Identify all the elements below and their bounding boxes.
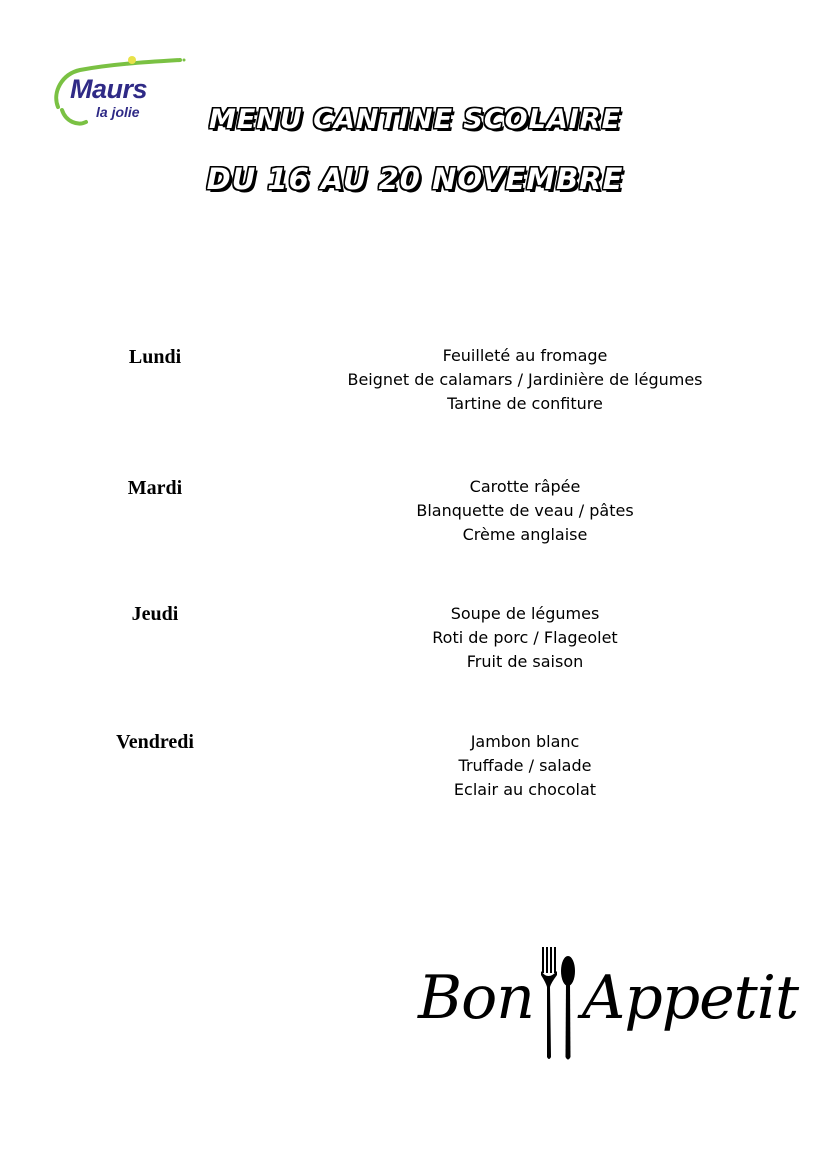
day-label-thursday: Jeudi (131, 603, 179, 625)
day-label-friday: Vendredi (116, 731, 194, 753)
logo-main-text: Maurs (70, 74, 148, 104)
dish-list-monday (300, 344, 750, 416)
dish-item: Carotte râpée (469, 477, 581, 496)
page-title: MENU CANTINE SCOLAIRE (208, 104, 622, 135)
bon-appetit-graphic (410, 945, 799, 1065)
page-subtitle-dates: DU 16 AU 20 NOVEMBRE (206, 162, 624, 196)
appetit-word: Appetit (582, 963, 799, 1033)
bon-word: Bon (418, 963, 534, 1033)
dish-item: Fruit de saison (466, 652, 584, 671)
logo-sub-text: la jolie (96, 104, 140, 120)
day-label-tuesday: Mardi (127, 477, 183, 499)
dish-list-thursday (300, 602, 750, 674)
dish-item: Feuilleté au fromage (442, 346, 608, 365)
dish-item: Blanquette de veau / pâtes (416, 501, 634, 520)
dish-item: Truffade / salade (458, 756, 592, 775)
dish-item: Crème anglaise (462, 525, 588, 544)
dish-item: Tartine de confiture (447, 394, 603, 413)
fork-spoon-icon (538, 945, 578, 1063)
dish-item: Soupe de légumes (450, 604, 600, 623)
dish-list-friday (300, 730, 750, 802)
dish-item: Roti de porc / Flageolet (432, 628, 618, 647)
dish-item: Jambon blanc (470, 732, 580, 751)
dish-item: Beignet de calamars / Jardinière de légumes (347, 370, 703, 389)
dish-list-tuesday (300, 475, 750, 547)
dish-item: Eclair au chocolat (453, 780, 597, 799)
day-label-monday: Lundi (128, 346, 182, 368)
